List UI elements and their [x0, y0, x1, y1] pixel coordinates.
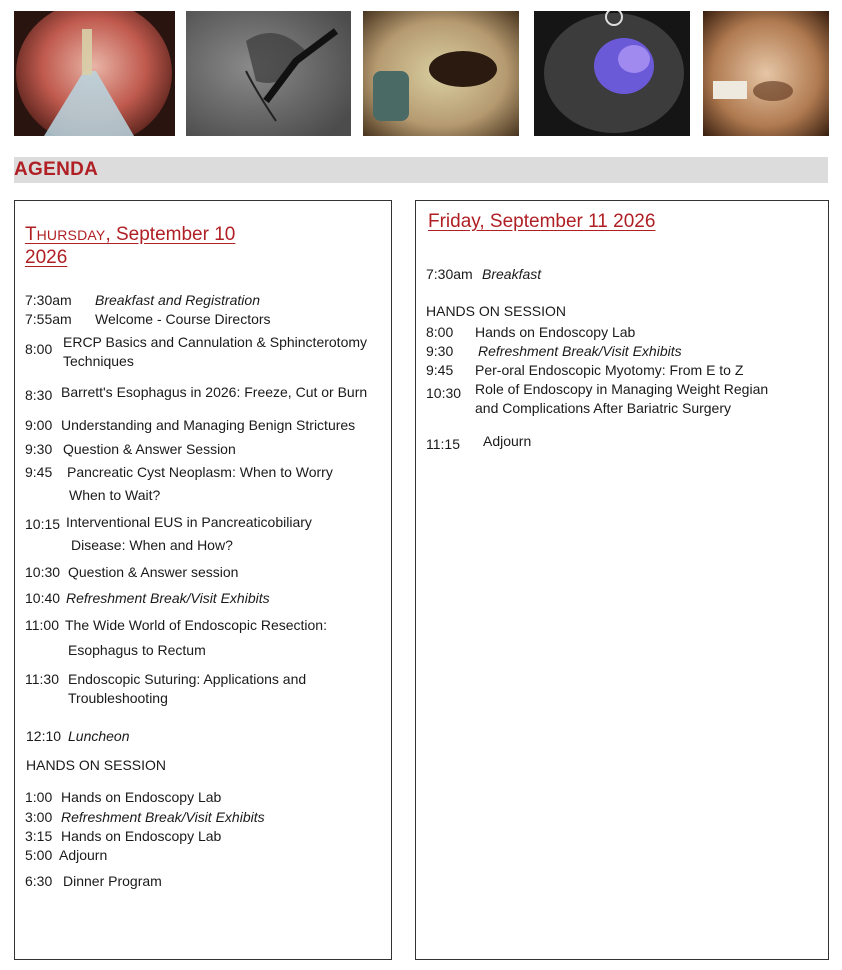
hands-on-heading: HANDS ON SESSION [426, 303, 567, 319]
agenda-item: Troubleshooting [68, 690, 168, 706]
agenda-item: Refreshment Break/Visit Exhibits [478, 343, 682, 359]
agenda-item: and Complications After Bariatric Surgery [475, 400, 731, 416]
agenda-item: Dinner Program [63, 873, 162, 889]
agenda-time: 7:30am [25, 292, 72, 308]
agenda-header-bar [14, 157, 828, 183]
agenda-time: 11:30 [25, 671, 59, 687]
agenda-time: 3:15 [25, 828, 53, 844]
agenda-item: Barrett's Esophagus in 2026: Freeze, Cut or Burn [61, 384, 368, 400]
agenda-item: The Wide World of Endoscopic Resection: [65, 617, 327, 633]
eus-doppler-photo [534, 11, 690, 136]
agenda-item: Interventional EUS in Pancreaticobiliary [66, 514, 312, 530]
agenda-item: Disease: When and How? [71, 537, 233, 553]
agenda-time: 7:30am [426, 266, 473, 282]
agenda-time: 1:00 [25, 789, 53, 805]
agenda-time: 5:00 [25, 847, 53, 863]
agenda-item: Refreshment Break/Visit Exhibits [61, 809, 265, 825]
agenda-item: Adjourn [483, 433, 532, 449]
agenda-item: Adjourn [59, 847, 108, 863]
agenda-time: 8:00 [25, 341, 53, 357]
agenda-time: 9:30 [426, 343, 454, 359]
agenda-time: 8:00 [426, 324, 454, 340]
heading-rest: , September 10 [105, 224, 236, 245]
endoscopy-photo-3 [703, 11, 829, 136]
friday-heading: Friday, September 11 2026 [428, 211, 656, 232]
thursday-heading-year: 2026 [25, 247, 68, 268]
agenda-time: 3:00 [25, 809, 53, 825]
agenda-item: Question & Answer Session [63, 441, 236, 457]
agenda-item: Refreshment Break/Visit Exhibits [66, 590, 270, 606]
thursday-panel [14, 200, 392, 960]
heading-smallcaps: HURSDAY [36, 227, 106, 243]
agenda-time: 9:45 [25, 464, 53, 480]
agenda-item: Pancreatic Cyst Neoplasm: When to Worry [67, 464, 333, 480]
section-title: AGENDA [14, 159, 99, 180]
agenda-item: Breakfast and Registration [95, 292, 260, 308]
agenda-time: 11:15 [426, 436, 460, 452]
friday-panel [415, 200, 829, 960]
agenda-time: 9:45 [426, 362, 454, 378]
agenda-item: Endoscopic Suturing: Applications and [68, 671, 307, 687]
agenda-item: When to Wait? [69, 487, 161, 503]
agenda-time: 7:55am [25, 311, 72, 327]
agenda-time: 10:40 [25, 590, 61, 606]
agenda-item: Welcome - Course Directors [95, 311, 271, 327]
agenda-item: Role of Endoscopy in Managing Weight Regian [475, 381, 769, 397]
agenda-time: 9:30 [25, 441, 53, 457]
agenda-item: Hands on Endoscopy Lab [61, 789, 222, 805]
agenda-item: Per-oral Endoscopic Myotomy: From E to Z [475, 362, 744, 378]
agenda-item: Hands on Endoscopy Lab [475, 324, 636, 340]
thursday-heading [25, 223, 235, 247]
agenda-time: 10:30 [25, 564, 61, 580]
heading-initial: T [25, 224, 37, 245]
agenda-item: Understanding and Managing Benign Strictures [61, 417, 356, 433]
hands-on-heading: HANDS ON SESSION [26, 757, 167, 773]
endoscopy-photo-1 [14, 11, 175, 136]
agenda-item: Breakfast [482, 266, 542, 282]
fluoroscopy-photo [186, 11, 351, 136]
agenda-time: 10:15 [25, 516, 61, 532]
agenda-item: Esophagus to Rectum [68, 642, 206, 658]
agenda-item: Techniques [63, 353, 134, 369]
agenda-time: 12:10 [26, 728, 62, 744]
endoscopy-photo-2 [363, 11, 519, 136]
agenda-item: Luncheon [68, 728, 130, 744]
agenda-item: Hands on Endoscopy Lab [61, 828, 222, 844]
agenda-time: 11:00 [25, 617, 59, 633]
agenda-item: ERCP Basics and Cannulation & Sphincterotomy [63, 334, 368, 350]
agenda-time: 8:30 [25, 387, 53, 403]
agenda-time: 9:00 [25, 417, 53, 433]
agenda-time: 10:30 [426, 385, 462, 401]
agenda-time: 6:30 [25, 873, 53, 889]
agenda-item: Question & Answer session [68, 564, 239, 580]
